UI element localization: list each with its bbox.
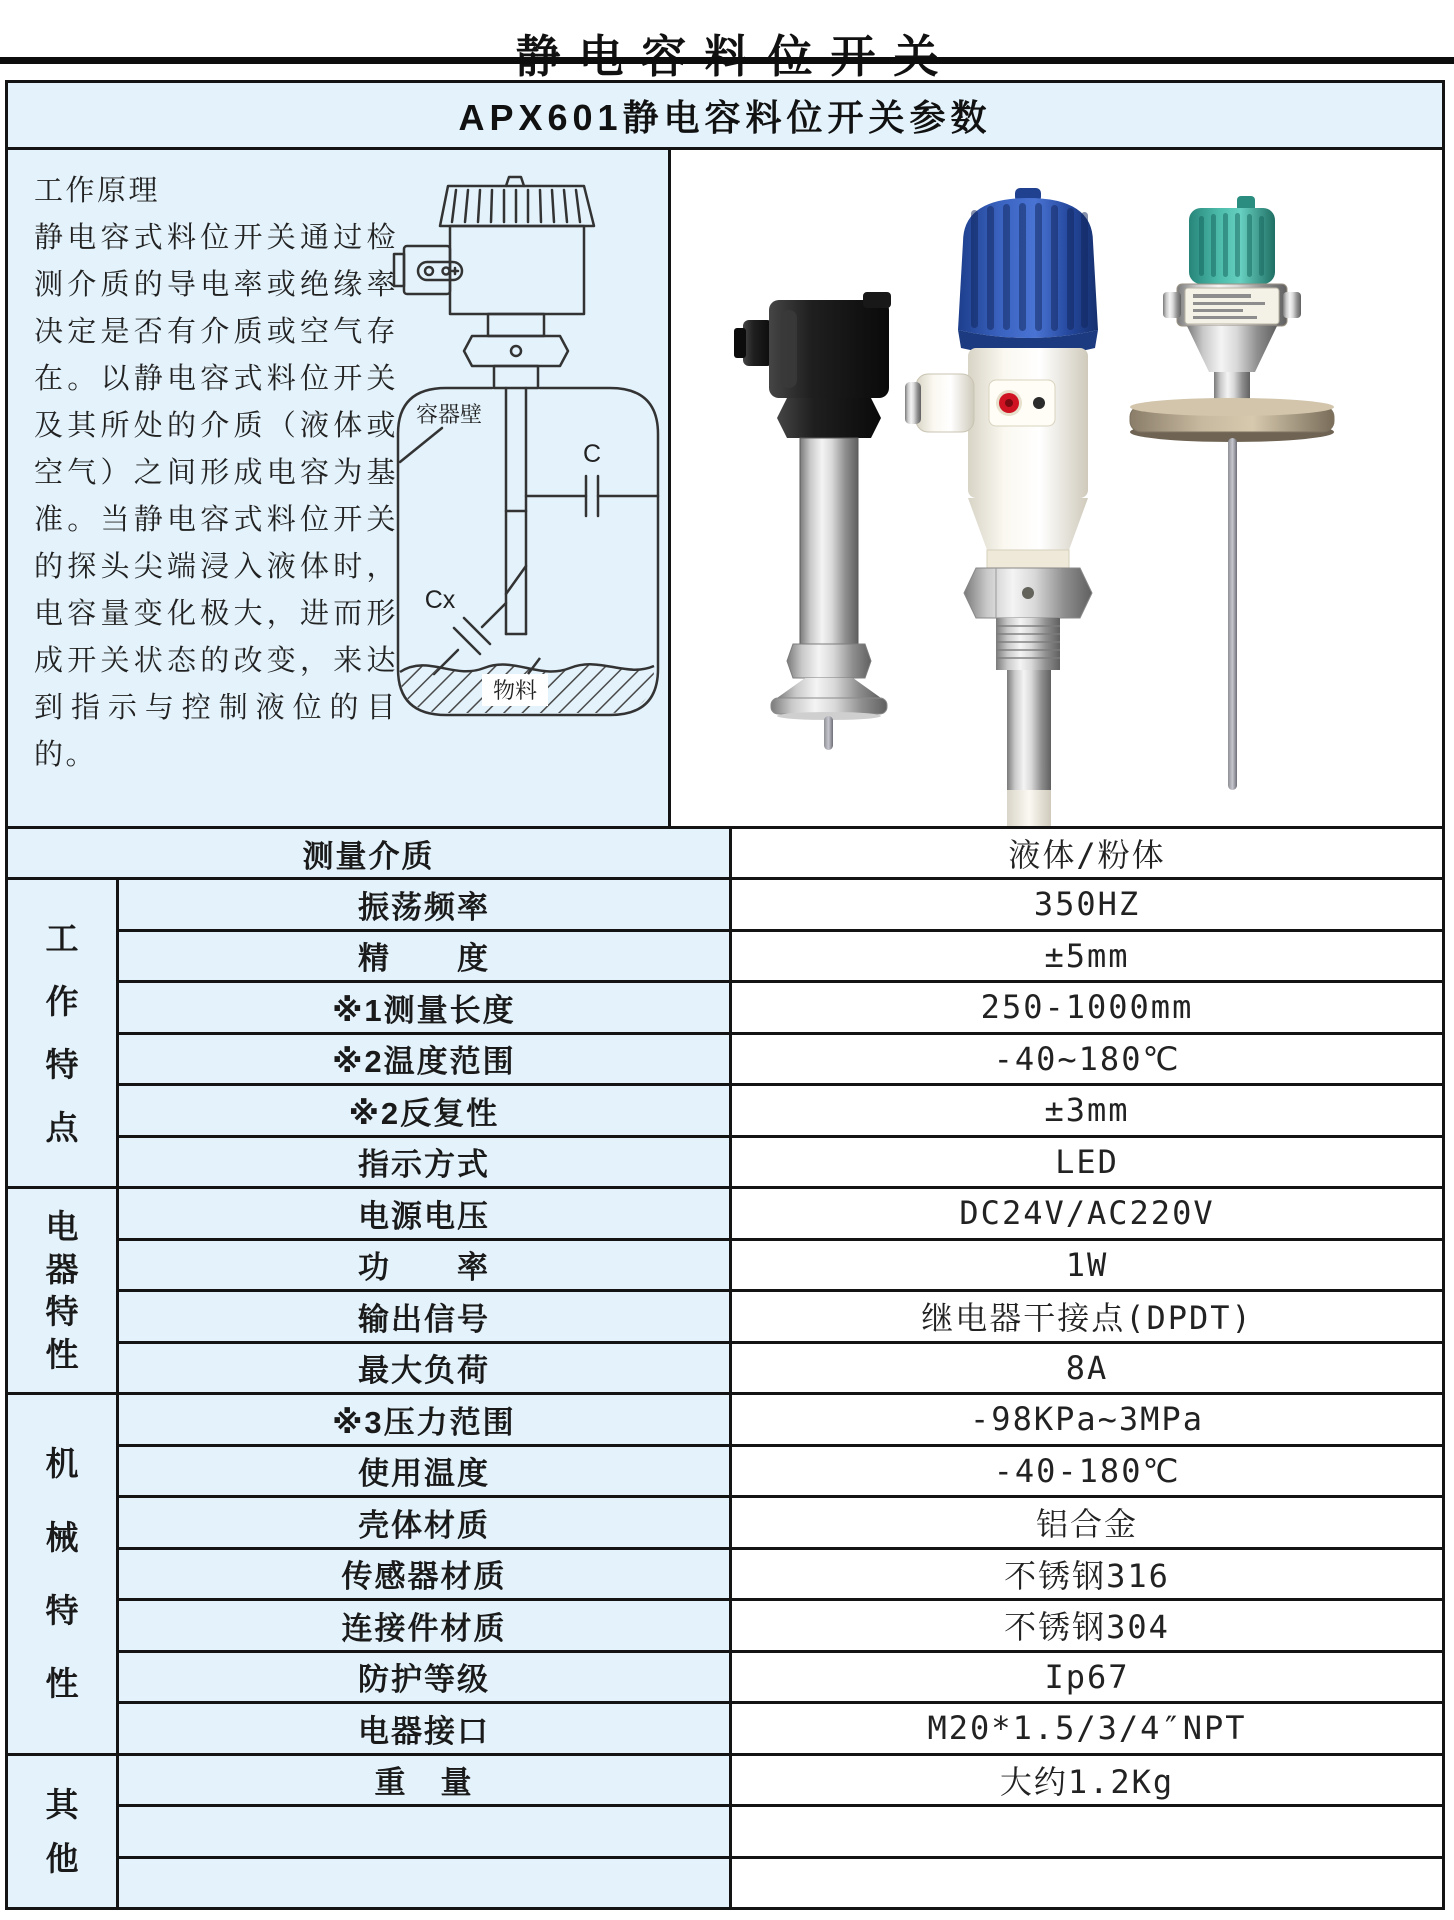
group-label-4 [8, 1756, 116, 1908]
table-header: APX601静电容料位开关参数 [8, 83, 1442, 147]
diagram-cx-label: Cx [424, 586, 456, 614]
group-label-char: 特 [45, 1293, 79, 1331]
spec-row-value: -40~180℃ [732, 1035, 1442, 1084]
group-label-3 [8, 1395, 116, 1753]
spec-row-label: 指示方式 [119, 1138, 729, 1187]
group-label-char: 点 [45, 1109, 79, 1146]
diagram-wall-label: 容器壁 [416, 402, 483, 427]
group-label-char: 作 [45, 983, 79, 1020]
title-divider [0, 57, 1454, 64]
spec-row-value: 大约1.2Kg [732, 1756, 1442, 1805]
group-label-1 [8, 880, 116, 1186]
group-label-char: 特 [45, 1046, 79, 1083]
spec-row-label: 重 量 [119, 1756, 729, 1805]
group-label-char: 其 [45, 1786, 79, 1823]
group-label-char: 特 [45, 1591, 79, 1629]
group-label-char: 械 [45, 1518, 79, 1556]
spec-row-label: 使用温度 [119, 1447, 729, 1496]
spec-row-label: ※1测量长度 [119, 983, 729, 1032]
spec-table [5, 80, 1445, 1910]
spec-row-value [732, 1807, 1442, 1856]
group-label-char: 机 [45, 1445, 79, 1483]
spec-row-value: 不锈钢316 [732, 1550, 1442, 1599]
spec-row-label: 电器接口 [119, 1704, 729, 1753]
group-label-char: 他 [45, 1839, 79, 1877]
spec-row-label: 防护等级 [119, 1653, 729, 1702]
spec-row-value: 不锈钢304 [732, 1601, 1442, 1650]
group-label-2 [8, 1189, 116, 1392]
principle-text [34, 168, 398, 779]
tank-diagram [388, 166, 662, 728]
sensor-photo-middle [905, 188, 1098, 826]
spec-row-value: 继电器干接点(DPDT) [732, 1292, 1442, 1341]
sensor-photo-left [734, 292, 891, 750]
spec-row-label: ※2反复性 [119, 1086, 729, 1135]
spec-row-value: Ip67 [732, 1653, 1442, 1702]
spec-row-value: LED [732, 1138, 1442, 1187]
spec-row-value: 250-1000mm [732, 983, 1442, 1032]
principle-title: 工作原理 [34, 175, 161, 207]
group-label-char: 性 [45, 1335, 79, 1373]
spec-row-value: -98KPa~3MPa [732, 1395, 1442, 1444]
medium-row-label: 测量介质 [8, 829, 729, 877]
spec-row-label: ※2温度范围 [119, 1035, 729, 1084]
group-label-char: 性 [45, 1665, 79, 1703]
group-label-char: 工 [45, 920, 79, 957]
spec-row-value [732, 1859, 1442, 1908]
spec-row-label: 精 度 [119, 932, 729, 981]
spec-row-value: 350HZ [732, 880, 1442, 929]
spec-row-value: 1W [732, 1241, 1442, 1290]
spec-row-label: 传感器材质 [119, 1550, 729, 1599]
spec-row-value: ±5mm [732, 932, 1442, 981]
spec-row-label: 功 率 [119, 1241, 729, 1290]
spec-row-label: 电源电压 [119, 1189, 729, 1238]
spec-row-label [119, 1807, 729, 1856]
diagram-head [450, 226, 584, 314]
group-label-char: 电 [45, 1208, 79, 1246]
product-photos [671, 150, 1442, 826]
spec-row-value: M20*1.5/3/4″NPT [732, 1704, 1442, 1753]
medium-row-value: 液体/粉体 [732, 829, 1442, 877]
spec-row-label [119, 1859, 729, 1908]
spec-row-value: ±3mm [732, 1086, 1442, 1135]
sensor-photo-right [1130, 196, 1334, 790]
spec-row-value: -40-180℃ [732, 1447, 1442, 1496]
spec-row-value: DC24V/AC220V [732, 1189, 1442, 1238]
principle-body: 静电容式料位开关通过检测介质的导电率或绝缘率决定是否有介质或空气存在。以静电容式料位开关及其所处的介质（液体或空气）之间形成电容为基准。当静电容式料位开关的探头尖端浸入液体时，电容量变化极大，进而形成开关状态的改变，来达到指示与控制液位的目的。 [34, 222, 398, 771]
product-photo-cell [671, 150, 1442, 826]
spec-row-label: 振荡频率 [119, 880, 729, 929]
spec-row-value: 铝合金 [732, 1498, 1442, 1547]
group-label-char: 器 [45, 1250, 79, 1288]
spec-row-label: 最大负荷 [119, 1344, 729, 1393]
spec-row-label: 输出信号 [119, 1292, 729, 1341]
diagram-material-label: 物料 [492, 678, 538, 703]
diagram-c-label: C [582, 440, 602, 468]
principle-cell [8, 150, 668, 826]
spec-row-label: ※3压力范围 [119, 1395, 729, 1444]
spec-row-value: 8A [732, 1344, 1442, 1393]
spec-row-label: 壳体材质 [119, 1498, 729, 1547]
spec-row-label: 连接件材质 [119, 1601, 729, 1650]
